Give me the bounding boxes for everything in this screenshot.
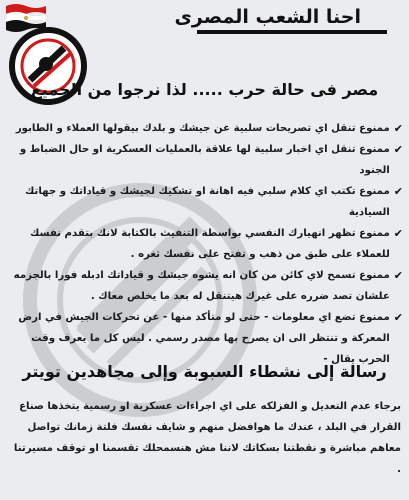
headline: مصر فى حالة حرب ..... لذا نرجوا من الجميع [30, 80, 379, 99]
rule-text: ممنوع تنقل اي تصريحات سلبية عن جيشك و بلدك بيقولها العملاء و الطابور [15, 123, 390, 134]
rule-text: ممنوع تكتب اي كلام سلبي فيه اهانة او تشكيك لجيشك و قياداتك و جهاتك السيادية [25, 186, 390, 218]
list-item [8, 307, 403, 370]
rule-text: ممنوع تظهر انهيارك النفسي بواسطة التنفيث بالكتابة لانك بتقدم نفسك للعملاء على طبق من ذهب و تفتح على نفسك ثغره . [30, 228, 390, 260]
list-item [8, 223, 403, 265]
section-title: رسالة إلى نشطاء السبوبة وإلى مجاهدين تويتر [22, 362, 387, 381]
title-underline [197, 30, 387, 34]
check-icon: ✔ [393, 185, 403, 198]
rule-text: ممنوع تسمح لاي كائن من كان انه يشوه جيشك و قياداتك ادبله فورا بالجزمه علشان تصد ضرره على غيرك هيتنقل له بعد ما يخلص معاك . [13, 270, 390, 302]
check-icon: ✔ [393, 143, 403, 156]
list-item [8, 265, 403, 307]
list-item [8, 181, 403, 223]
check-icon: ✔ [393, 227, 403, 240]
check-icon: ✔ [393, 122, 403, 135]
list-item [8, 118, 403, 139]
rule-text: ممنوع تضع اي معلومات - حتى لو متأكد منها - عن تحركات الجيش في ارض المعركة و تنتظر الى ان يصرح بها مصدر رسمي . ليس كل ما يعرف وقت الحرب يقال - [18, 312, 390, 365]
check-icon: ✔ [393, 311, 403, 324]
rules-list [8, 118, 403, 370]
rule-text: ممنوع تنقل اي اخبار سلبية لها علاقة بالعمليات العسكرية او حال الضباط و الجنود [19, 144, 390, 176]
list-item [8, 139, 403, 181]
message-paragraph: برجاء عدم التعديل و الفزلكه على اي اجراءات عسكرية او رسمية يتخذها صناع القرار في البلد ، عندك ما هوافضل منهم و شايف نفسك فلتة زمانك تواصل معاهم مباشرة و نقطتنا بسكاتك لاننا مش هنسمحلك تقسمنا او توقف مسيرتنا . [13, 401, 401, 475]
check-icon: ✔ [393, 269, 403, 282]
page-title: احنا الشعب المصرى [174, 6, 361, 28]
